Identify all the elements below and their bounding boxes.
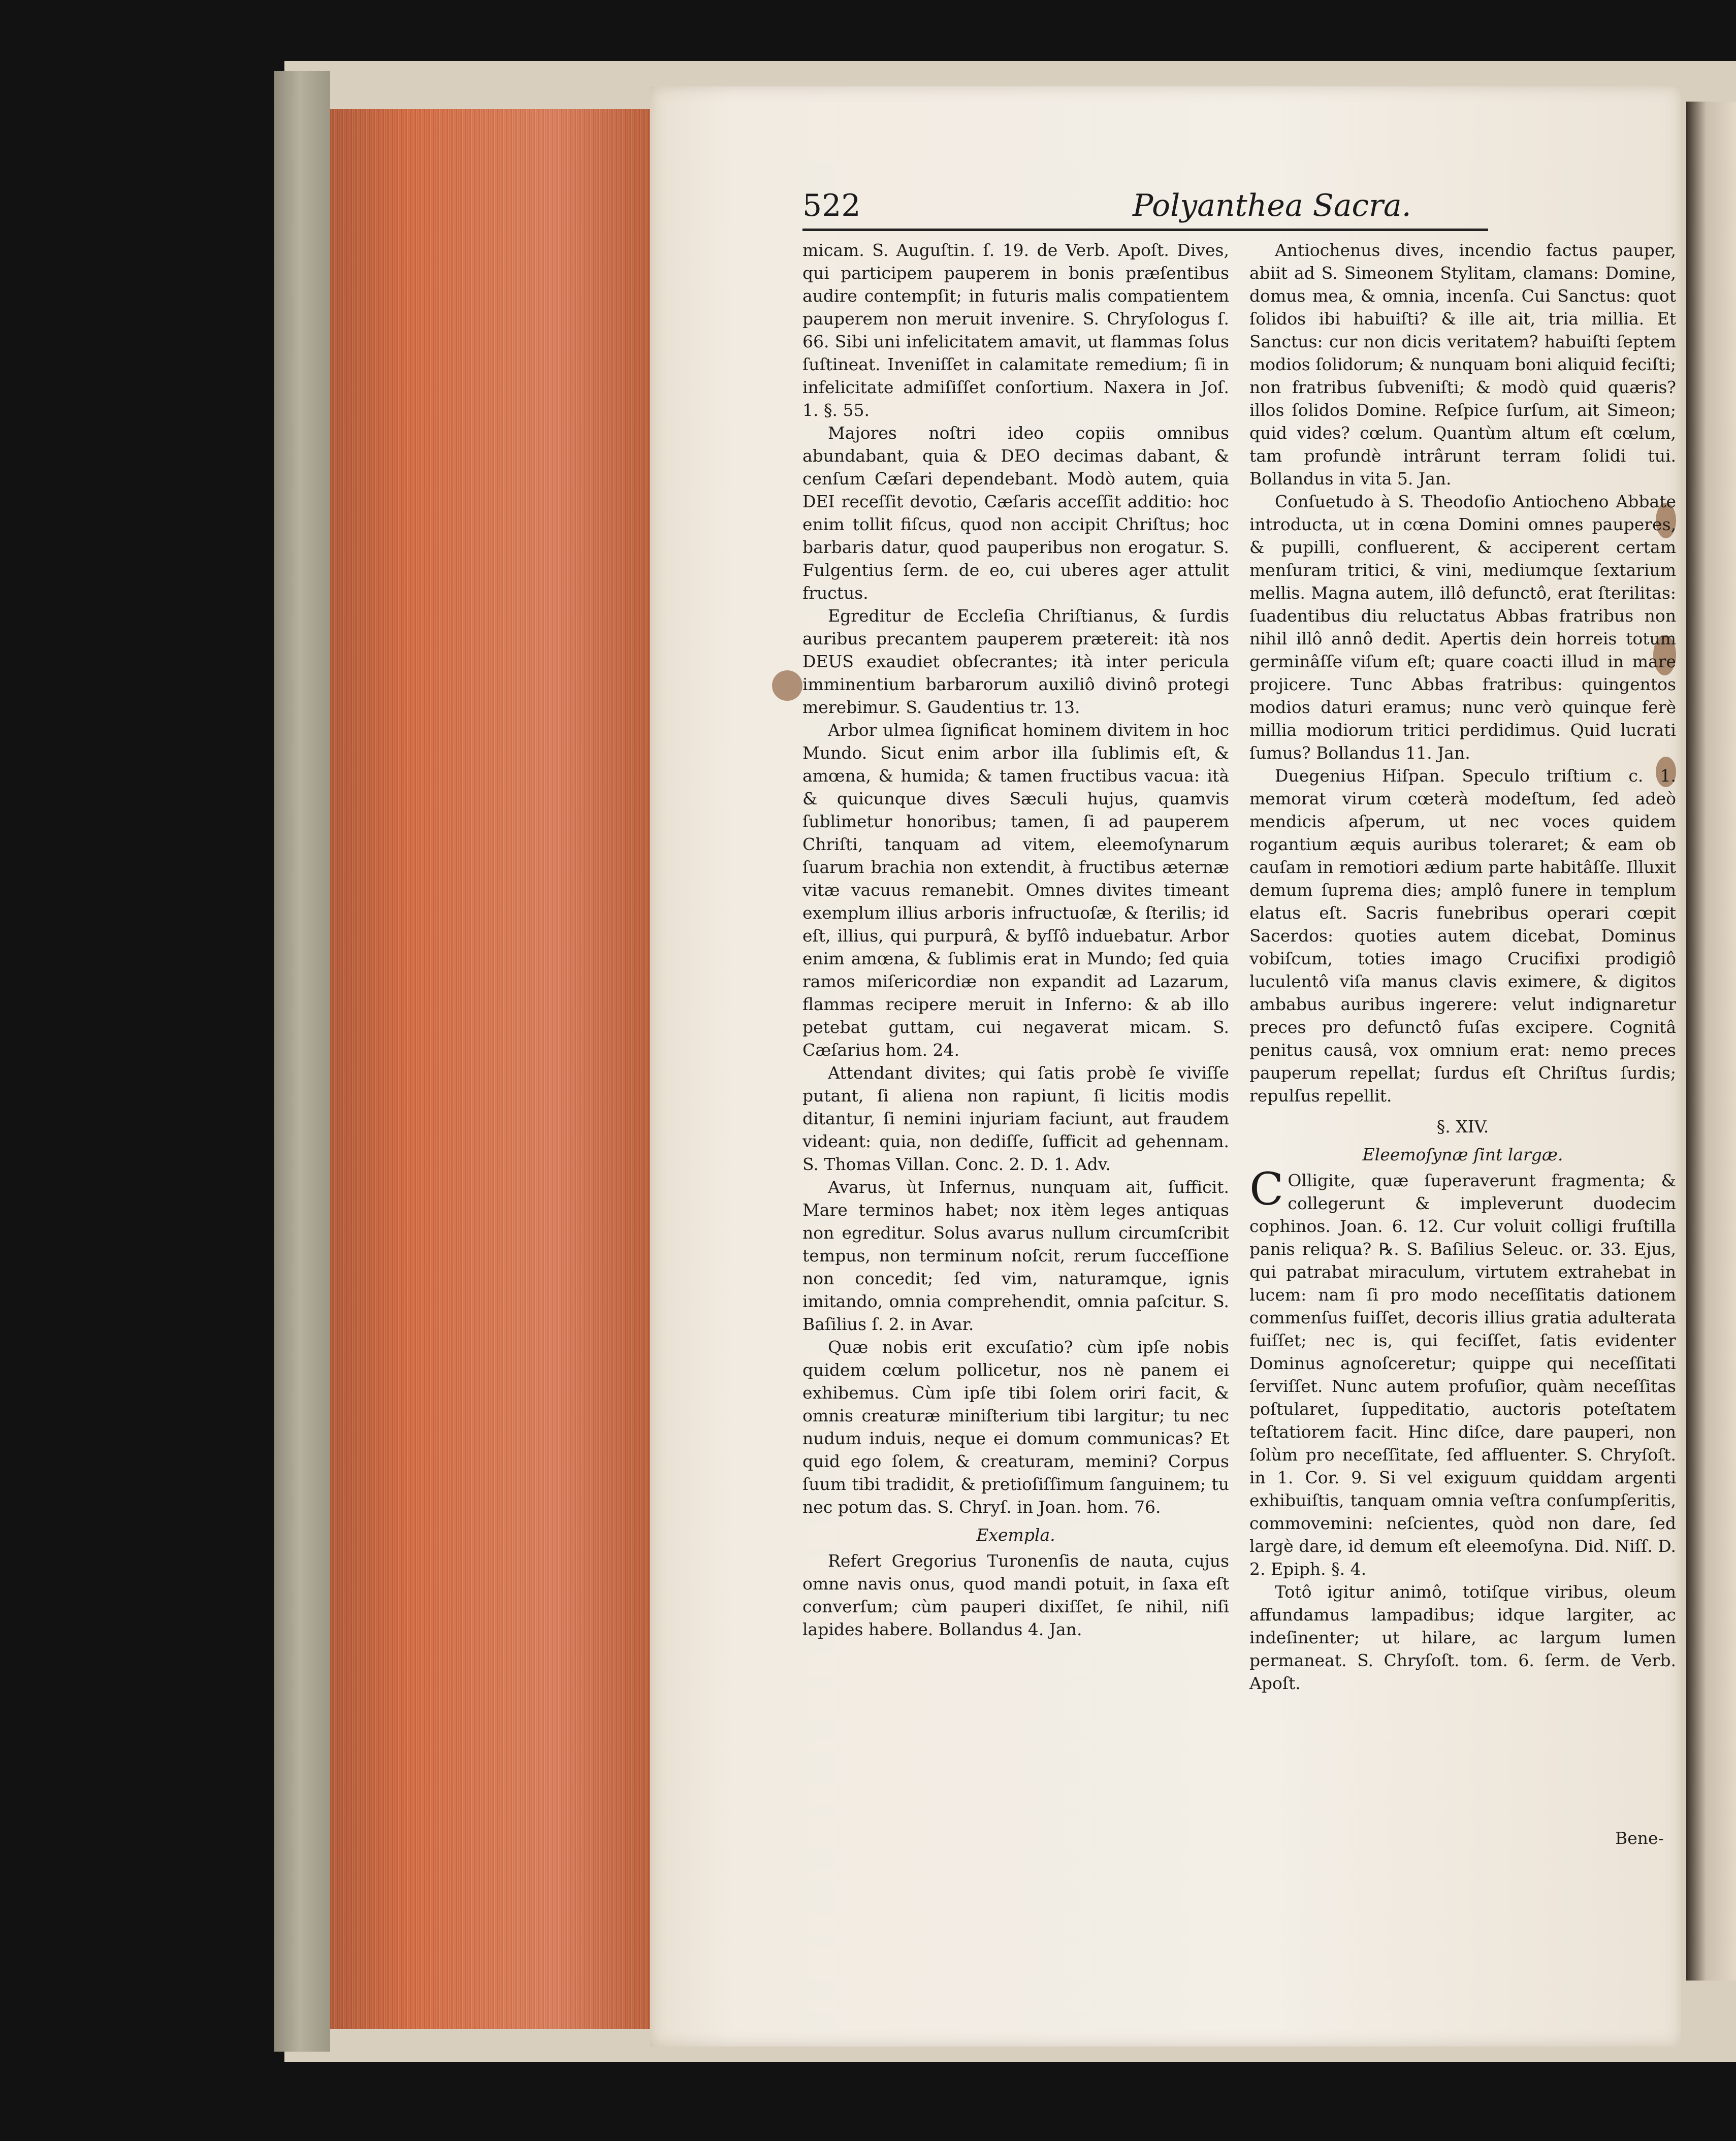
paragraph: Antiochenus dives, incendio factus pauper, abiit ad S. Simeonem Stylitam, clamans: Domine, domus mea, & omnia, incenſa. Cui Sanctus: quot ſolidos ibi habuiſti? & ille ait, tria millia. Et Sanctus: cur non dicis veritatem? habuiſti ſeptem modios ſolidorum; & nunquam boni aliquid feciſti; non fratribus ſubveniſti; & modò quid quæris? illos ſolidos Domine. Reſpice ſurſum, ait Simeon; quid vides? cœlum. Quantùm altum eſt cœlum, tam profundè intrârunt terram ſolidi tui. Bollandus in vita 5. Jan. bbox=[1249, 240, 1676, 489]
paragraph bbox=[1249, 1163, 1676, 1580]
paragraph-text: Olligite, quæ ſuperaverunt fragmenta; & collegerunt & impleverunt duodecim cophinos. Joan. 6. 12. Cur voluit colligi fruſtilla panis reliqua? ℞. S. Baſilius Seleuc. or. 33. Ejus, qui patrabat miraculum, virtutem extrahebat in lucem: nam ſi pro modo neceſſitatis dationem commenſus fuiſſet, decoris illius gratia adulterata fuiſſet; nec is, qui feciſſet, ſatis evidenter Dominus agnoſceretur; quippe qui neceſſitati ſerviſſet. Nunc autem profuſior, quàm neceſſitas poſtularet, ſuppeditatio, auctoris poteſtatem teſtatiorem facit. Hinc diſce, dare pauperi, non ſolùm pro neceſſitate, ſed affluenter. S. Chryſoſt. in 1. Cor. 9. Si vel exiguum quiddam argenti exhibuiſtis, tanquam omnia veſtra conſumpſeritis, commovemini: neſcientes, quòd non dare, ſed largè dare, id demum eſt eleemoſyna. Did. Niſſ. D. 2. Epiph. §. 4. bbox=[1249, 1171, 1676, 1579]
drop-cap: C bbox=[1249, 1163, 1284, 1215]
section-number: §. XIV. bbox=[1436, 1117, 1489, 1137]
paragraph: micam. S. Auguſtin. ſ. 19. de Verb. Apoſt. Dives, qui participem pauperem in bonis præſentibus audire contempſit; in futuris malis compatientem pauperem non meruit invenire. S. Chryſologus ſ. 66. Sibi uni infelicitatem amavit, ut flammas ſolus ſuſtineat. Inveniſſet in calamitate remedium; ſi in infelicitate admiſiſſet conſortium. Naxera in Joſ. 1. §. 55. bbox=[802, 240, 1229, 420]
paragraph: Majores noſtri ideo copiis omnibus abundabant, quia & DEO decimas dabant, & cenſum Cæſari dependebant. Modò autem, quia DEI receſſit devotio, Cæſaris acceſſit additio: hoc enim tollit fiſcus, quod non accipit Chriſtus; hoc barbaris datur, quod pauperibus non erogatur. S. Fulgentius ſerm. de eo, cui uberes ager attulit fructus. bbox=[802, 423, 1229, 603]
paragraph: Duegenius Hiſpan. Speculo triſtium c. 1. memorat virum cœterà modeſtum, ſed adeò mendicis aſperum, ut nec voces quidem rogantium æquis auribus toleraret; & eam ob cauſam in remotiori ædium parte habitâſſe. Illuxit demum ſuprema dies; amplô funere in templum elatus eſt. Sacris funebribus operari cœpit Sacerdos: quoties autem dicebat, Dominus vobiſcum, toties imago Crucifixi prodigiô luculentô viſa manus clavis eximere, & digitos ambabus auribus ingerere: velut indignaretur preces pro defunctô fuſas excipere. Cognitâ penitus causâ, vox omnium erat: nemo preces pauperum repellat; ſurdus eſt Chriſtus ſurdis; repulſus repellit. bbox=[1249, 766, 1676, 1106]
running-title: Polyanthea Sacra. bbox=[1133, 188, 1411, 223]
paragraph: Totô igitur animô, totiſque viribus, oleum affundamus lampadibus; idque largiter, ac indeſinenter; ut hilare, ac largum lumen permaneat. S. Chryſoſt. tom. 6. ſerm. de Verb. Apoſt. bbox=[1249, 1582, 1676, 1693]
section-title: Eleemoſynæ ſint largæ. bbox=[1362, 1145, 1563, 1164]
right-column bbox=[1249, 239, 1676, 1695]
page-number: 522 bbox=[802, 188, 861, 223]
paragraph: Conſuetudo à S. Theodoſio Antiocheno Abbate introducta, ut in cœna Domini omnes pauperes, & pupilli, confluerent, & acciperent certam menſuram tritici, & vini, mediumque ſextarium mellis. Magna autem, illô defunctô, erat ſterilitas: ſuadentibus diu reluctatus Abbas fratribus non nihil illô annô dedit. Apertis dein horreis totum germinâſſe viſum eſt; quare coacti illud in mare projicere. Tunc Abbas fratribus: quingentos modios daturi eramus; nunc verò quinque ferè millia modiorum tritici perdidimus. Quid lucrati ſumus? Bollandus 11. Jan. bbox=[1249, 492, 1676, 763]
foxing-stain bbox=[772, 670, 802, 701]
paragraph: Attendant divites; qui ſatis probè ſe viviſſe putant, ſi aliena non rapiunt, ſi licitis modis ditantur, ſi nemini injuriam faciunt, aut fraudem videant: quia, non dediſſe, ſufficit ad gehennam. S. Thomas Villan. Conc. 2. D. 1. Adv. bbox=[802, 1063, 1229, 1174]
paragraph: Arbor ulmea ſignificat hominem divitem in hoc Mundo. Sicut enim arbor illa ſublimis eſt, & amœna, & humida; & tamen fructibus vacua: ità & quicunque dives Sæculi hujus, quamvis ſublimetur honoribus; tamen, ſi ad pauperem Chriſti, tanquam ad vitem, eleemoſynarum ſuarum brachia non extendit, à fructibus æternæ vitæ vacuus remanebit. Omnes divites timeant exemplum illius arboris infructuoſæ, & ſterilis; id eſt, illius, qui purpurâ, & byſſô induebatur. Arbor enim amœna, & ſublimis erat in Mundo; ſed quia ramos miſericordiæ non expandit ad Lazarum, flammas recipere meruit in Inferno: & ab illo petebat guttam, cui negaverat micam. S. Cæſarius hom. 24. bbox=[802, 720, 1229, 1060]
exempla-heading: Exempla. bbox=[976, 1525, 1055, 1545]
red-page-edges bbox=[330, 109, 652, 2029]
paragraph: Refert Gregorius Turonenſis de nauta, cujus omne navis onus, quod mandi potuit, in ſaxa eſt converſum; cùm pauperi dixiſſet, ſe nihil, niſi lapides habere. Bollandus 4. Jan. bbox=[802, 1551, 1229, 1639]
left-column bbox=[802, 239, 1229, 1641]
running-head bbox=[802, 188, 1488, 231]
catchword: Bene- bbox=[1615, 1828, 1664, 1848]
book-spine bbox=[274, 71, 330, 2052]
paragraph: Quæ nobis erit excuſatio? cùm ipſe nobis quidem cœlum pollicetur, nos nè panem ei exhibemus. Cùm ipſe tibi ſolem oriri facit, & omnis creaturæ miniſterium tibi largitur; tu nec nudum induis, neque ei domum communicas? Et quid ego ſolem, & creaturam, memini? Corpus ſuum tibi tradidit, & pretioſiſſimum ſanguinem; tu nec potum das. S. Chryſ. in Joan. hom. 76. bbox=[802, 1337, 1229, 1517]
next-page-edge bbox=[1686, 102, 1736, 1981]
paragraph: Egreditur de Eccleſia Chriſtianus, & ſurdis auribus precantem pauperem prætereit: ità nos DEUS exaudiet obſecrantes; ità inter pericula imminentium barbarorum auxiliô divinô protegi merebimur. S. Gaudentius tr. 13. bbox=[802, 606, 1229, 717]
paragraph: Avarus, ùt Infernus, nunquam ait, ſufficit. Mare terminos habet; nox itèm leges antiquas non egreditur. Solus avarus nullum circumſcribit tempus, non terminum noſcit, rerum ſucceſſione non concedit; ſed vim, naturamque, ignis imitando, omnia comprehendit, omnia paſcitur. S. Baſilius ſ. 2. in Avar. bbox=[802, 1177, 1229, 1334]
